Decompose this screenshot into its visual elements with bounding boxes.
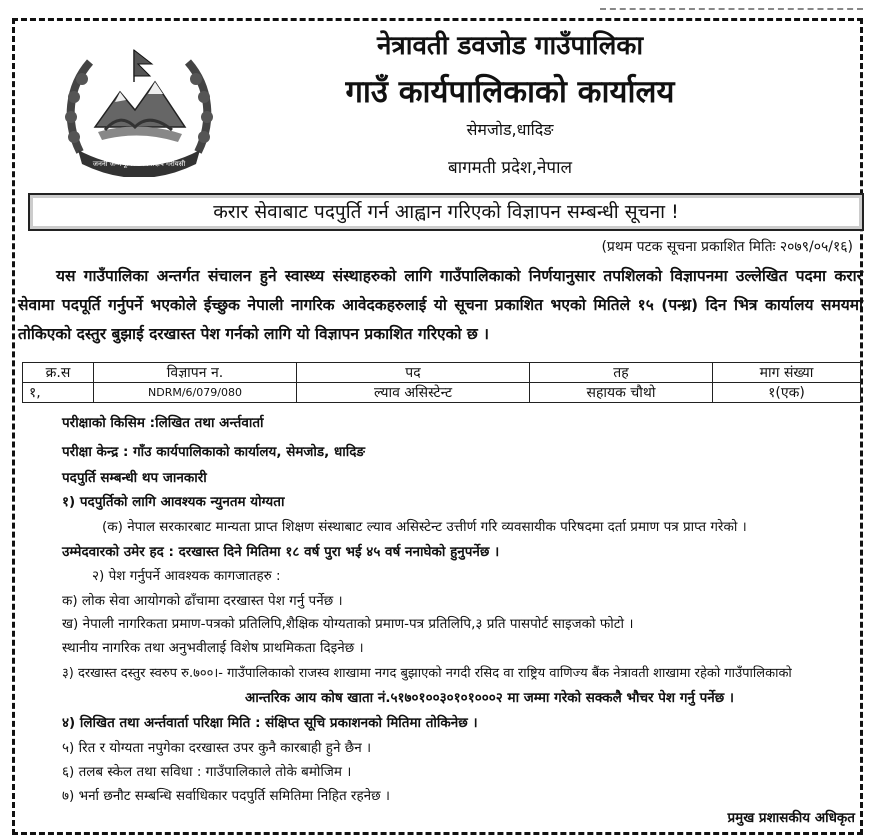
age-limit: उम्मेदवारको उमेर हद : दरखास्त दिने मितिमा १८ वर्ष पुरा भई ४५ वर्ष ननाघेको हुनुपर्नेछ । bbox=[62, 544, 500, 560]
vacancy-table bbox=[22, 362, 861, 403]
cell-ad-no: NDRM/6/079/080 bbox=[94, 383, 297, 403]
item-3: ३) दरखास्त दस्तुर स्वरुप रु.७००।- गाउँपालिकाको राजस्व शाखामा नगद बुझाएको नगदी रसिद वा राष्ट्रिय वाणिज्य बैंक नेत्रावती शाखामा रहेको गाउँपालिकाको bbox=[62, 666, 792, 681]
cell-post: ल्याव असिस्टेन्ट bbox=[297, 383, 530, 403]
dashed-border-top bbox=[12, 18, 863, 21]
cell-demand: १(एक) bbox=[713, 383, 861, 403]
office-name: गाउँ कार्यपालिकाको कार्यालय bbox=[345, 74, 675, 110]
item-6: ६) तलब स्केल तथा सविधा : गाउँपालिकाले तोके बमोजिम । bbox=[62, 764, 352, 780]
item-7: ७) भर्ना छनौट सम्बन्धि सर्वाधिकार पदपुर्ति समितिमा निहित रहनेछ । bbox=[62, 788, 390, 804]
dashed-border-right bbox=[860, 18, 863, 835]
col-header-sn: क्र.स bbox=[23, 363, 94, 383]
item-2b: ख) नेपाली नागरिकता प्रमाण-पत्रको प्रतिलिपि,शैक्षिक योग्यताको प्रमाण-पत्र प्रतिलिपि,३ प्रति पासपोर्ट साइजको फोटो । bbox=[62, 616, 634, 632]
col-header-post: पद bbox=[297, 363, 530, 383]
notice-title: करार सेवाबाट पदपुर्ति गर्न आह्वान गरिएको विज्ञापन सम्बन्धी सूचना ! bbox=[28, 193, 864, 231]
table-row bbox=[23, 383, 861, 403]
item-1: १) पदपुर्तिको लागि आवश्यक न्युनतम योग्यता bbox=[62, 494, 285, 510]
item-5: ५) रित र योग्यता नपुगेका दरखास्त उपर कुनै कारबाही हुने छैन । bbox=[62, 740, 372, 756]
priority-note: स्थानीय नागरिक तथा अनुभवीलाई विशेष प्राथमिकता दिइनेछ । bbox=[62, 640, 364, 656]
item-1a: (क) नेपाल सरकारबाट मान्यता प्राप्त शिक्षण संस्थाबाट ल्याव असिस्टेन्ट उत्तीर्ण गरि व्यवसायीक परिषदमा दर्ता प्रमाण पत्र प्राप्त गरेको । bbox=[102, 519, 747, 535]
exam-type: परीक्षाको किसिम :लिखित तथा अर्न्तवार्ता bbox=[62, 415, 264, 431]
office-location: सेमजोड,धादिङ bbox=[466, 120, 554, 139]
province-country: बागमती प्रदेश,नेपाल bbox=[447, 158, 573, 178]
dashed-border-bottom bbox=[12, 832, 863, 835]
exam-center: परीक्षा केन्द्र : गाँउ कार्यपालिकाको कार्यालय, सेमजोड, धादिङ bbox=[62, 444, 366, 460]
col-header-ad-no: विज्ञापन न. bbox=[94, 363, 297, 383]
col-header-demand: माग संख्या bbox=[713, 363, 861, 383]
publish-date: (प्रथम पटक सूचना प्रकाशित मितिः २०७९/०५/१६) bbox=[601, 239, 853, 255]
more-info-heading: पदपुर्ति सम्बन्धी थप जानकारी bbox=[62, 470, 207, 486]
item-2: २) पेश गर्नुपर्ने आवश्यक कागजातहरु : bbox=[92, 568, 281, 584]
dashed-border-left bbox=[12, 18, 15, 835]
intro-text: यस गाउँपालिका अन्तर्गत संचालन हुने स्वास्थ्य संस्थाहरुको लागि गाउँपालिकाको निर्णयानुसार तपशिलको विज्ञापनमा उल्लेखित पदमा करार सेवामा पदपूर्ति गर्नुपर्ने भएकोले ईच्छुक नेपाली नागरिक आवेदकहरुलाई यो सूचना प्रकाशित भएको मितिले १५ (पन्ध्र) दिन भित्र कार्यालय समयमा तोकिएको दस्तुर बुझाई दरखास्त पेश गर्नको लागि यो विज्ञापन प्रकाशित गरिएको छ । bbox=[18, 267, 863, 343]
signature-title: प्रमुख प्रशासकीय अधिकृत bbox=[727, 810, 855, 826]
col-header-level: तह bbox=[530, 363, 713, 383]
table-header-row bbox=[23, 363, 861, 383]
intro-paragraph bbox=[18, 262, 863, 349]
cell-level: सहायक चौथो bbox=[530, 383, 713, 403]
municipality-name: नेत्रावती डवजोड गाउँपालिका bbox=[376, 31, 644, 61]
item-2a: क) लोक सेवा आयोगको ढाँचामा दरखास्त पेश गर्नु पर्नेछ । bbox=[62, 593, 343, 609]
item-3-continued: आन्तरिक आय कोष खाता नं.५१७०१००३०१०१०००२ मा जम्मा गरेको सक्कलै भौचर पेश गर्नु पर्नेछ । bbox=[245, 690, 735, 706]
item-4: ४) लिखित तथा अर्न्तवार्ता परिक्षा मिति : संक्षिप्त सूचि प्रकाशनको मितिमा तोकिनेछ । bbox=[62, 715, 478, 731]
nepal-emblem-icon bbox=[60, 42, 218, 177]
emblem-motto: जननी जन्मभूमिश्च स्वर्गादपि गरीयसी bbox=[92, 160, 186, 168]
cell-sn: १, bbox=[23, 383, 94, 403]
clipping-edge bbox=[600, 0, 863, 10]
